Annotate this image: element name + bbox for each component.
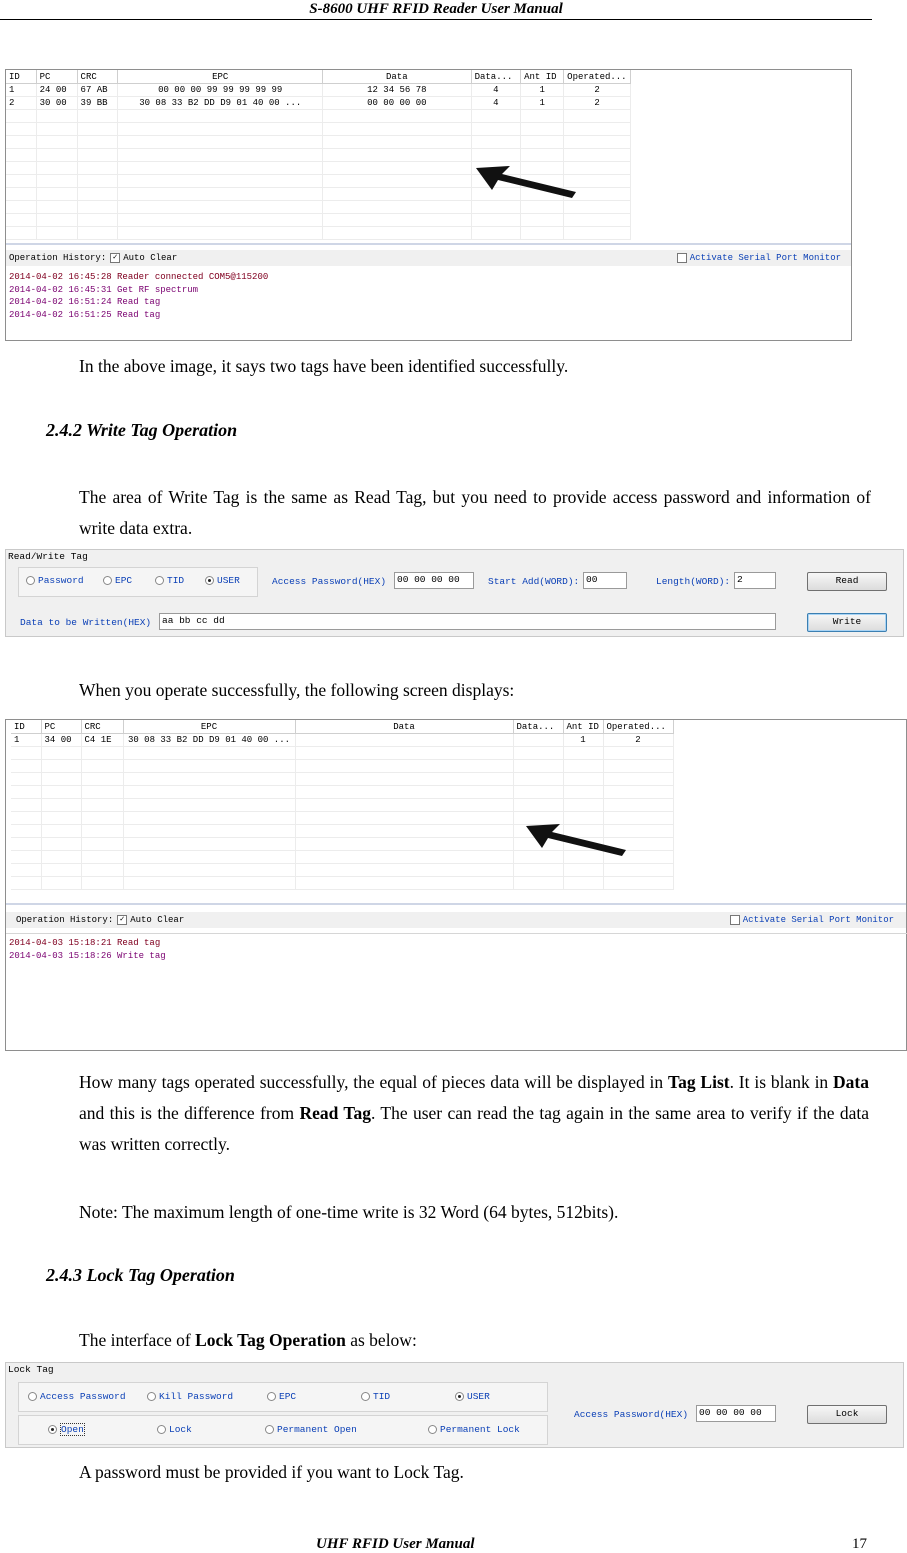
cell: C4 1E xyxy=(81,734,123,747)
operation-history-bar xyxy=(6,250,851,266)
col-id[interactable]: ID xyxy=(11,720,41,734)
bank-radio-tid[interactable]: TID xyxy=(155,575,184,586)
bank-radio-access-password[interactable]: Access Password xyxy=(28,1391,126,1402)
table-row[interactable] xyxy=(11,734,673,747)
lock-button[interactable]: Lock xyxy=(807,1405,887,1424)
bank-radio-password[interactable]: Password xyxy=(26,575,84,586)
note: Note: The maximum length of one-time write is 32 Word (64 bytes, 512bits). xyxy=(79,1202,619,1222)
cell: 00 00 00 99 99 99 99 99 xyxy=(118,84,323,97)
text: How many tags operated successfully, the equal of pieces data will be displayed in xyxy=(79,1072,669,1092)
history-line: 2014-04-02 16:51:25 Read tag xyxy=(9,309,161,320)
text: . It is blank in xyxy=(729,1072,834,1092)
text: and this is the difference from xyxy=(79,1103,300,1123)
panel-title: Lock Tag xyxy=(8,1364,54,1375)
cell: 2 xyxy=(603,734,673,747)
length-input[interactable]: 2 xyxy=(734,572,776,589)
start-address-input[interactable]: 00 xyxy=(583,572,627,589)
op-history-label: Operation History: xyxy=(9,253,107,263)
col-id[interactable]: ID xyxy=(6,70,36,84)
access-password-label: Access Password(HEX) xyxy=(574,1409,689,1420)
cell: 1 xyxy=(521,97,564,110)
arrow-icon xyxy=(526,822,636,862)
cell: 1 xyxy=(521,84,564,97)
tag-list-screenshot-2 xyxy=(5,719,907,1051)
cell: 30 08 33 B2 DD D9 01 40 00 ... xyxy=(123,734,295,747)
bold-text: Read Tag xyxy=(299,1103,371,1123)
serial-monitor-checkbox[interactable] xyxy=(730,915,740,925)
paragraph: The area of Write Tag is the same as Read Tag, but you need to provide access password and information of write data extra. xyxy=(79,487,871,538)
data-to-write-label: Data to be Written(HEX) xyxy=(20,617,152,628)
paragraph: When you operate successfully, the following screen displays: xyxy=(79,680,515,700)
serial-monitor-label: Activate Serial Port Monitor xyxy=(742,915,894,925)
col-data-count[interactable]: Data... xyxy=(471,70,521,84)
bank-radio-user[interactable]: USER xyxy=(455,1391,490,1402)
cell xyxy=(295,734,513,747)
bold-text: Lock Tag Operation xyxy=(195,1330,346,1350)
read-button[interactable]: Read xyxy=(807,572,887,591)
table-row[interactable] xyxy=(6,84,631,97)
bank-radio-kill-password[interactable]: Kill Password xyxy=(147,1391,233,1402)
history-log xyxy=(6,268,857,324)
cell: 1 xyxy=(563,734,603,747)
col-epc[interactable]: EPC xyxy=(118,70,323,84)
col-data[interactable]: Data xyxy=(323,70,472,84)
bank-radio-epc[interactable]: EPC xyxy=(103,575,132,586)
serial-monitor-label: Activate Serial Port Monitor xyxy=(689,253,841,263)
history-line: 2014-04-03 15:18:26 Write tag xyxy=(9,950,166,961)
col-crc[interactable]: CRC xyxy=(77,70,118,84)
cell: 30 08 33 B2 DD D9 01 40 00 ... xyxy=(118,97,323,110)
auto-clear-label: Auto Clear xyxy=(130,915,185,925)
action-radio-open[interactable]: Open xyxy=(48,1424,85,1435)
history-line: 2014-04-02 16:45:28 Reader connected COM5@115200 xyxy=(9,272,269,282)
header-rule xyxy=(0,19,872,20)
cell: 30 00 xyxy=(36,97,77,110)
cell: 34 00 xyxy=(41,734,81,747)
cell: 39 BB xyxy=(77,97,118,110)
col-epc[interactable]: EPC xyxy=(123,720,295,734)
write-button[interactable]: Write xyxy=(807,613,887,632)
section-heading: 2.4.3 Lock Tag Operation xyxy=(46,1265,235,1285)
col-data[interactable]: Data xyxy=(295,720,513,734)
divider xyxy=(6,903,906,905)
bold-text: Data xyxy=(833,1072,869,1092)
cell: 4 xyxy=(471,97,521,110)
bank-radio-tid[interactable]: TID xyxy=(361,1391,390,1402)
col-pc[interactable]: PC xyxy=(41,720,81,734)
col-data-count[interactable]: Data... xyxy=(513,720,563,734)
op-history-label: Operation History: xyxy=(16,915,114,925)
tag-list-table xyxy=(6,70,631,240)
history-line: 2014-04-02 16:51:24 Read tag xyxy=(9,297,161,307)
col-pc[interactable]: PC xyxy=(36,70,77,84)
cell: 4 xyxy=(471,84,521,97)
auto-clear-label: Auto Clear xyxy=(123,253,178,263)
cell: 00 00 00 00 xyxy=(323,97,472,110)
bank-radio-user[interactable]: USER xyxy=(205,575,240,586)
panel-title: Read/Write Tag xyxy=(8,551,88,562)
bank-radio-epc[interactable]: EPC xyxy=(267,1391,296,1402)
data-to-write-input[interactable]: aa bb cc dd xyxy=(159,613,776,630)
cell: 2 xyxy=(564,84,631,97)
cell: 1 xyxy=(6,84,36,97)
col-ant-id[interactable]: Ant ID xyxy=(563,720,603,734)
cell: 1 xyxy=(11,734,41,747)
start-address-label: Start Add(WORD): xyxy=(488,576,580,587)
access-password-label: Access Password(HEX) xyxy=(272,576,387,587)
text: . The user can read the tag again in the same area to verify if the data was written correctly. xyxy=(79,1103,869,1154)
lock-tag-panel xyxy=(5,1362,904,1448)
paragraph: A password must be provided if you want to Lock Tag. xyxy=(79,1462,464,1482)
cell: 2 xyxy=(6,97,36,110)
cell: 67 AB xyxy=(77,84,118,97)
auto-clear-checkbox[interactable]: ✓ xyxy=(110,253,120,263)
section-heading: 2.4.2 Write Tag Operation xyxy=(46,420,238,440)
cell: 24 00 xyxy=(36,84,77,97)
history-line: 2014-04-02 16:45:31 Get RF spectrum xyxy=(9,284,199,295)
read-write-tag-panel xyxy=(5,549,904,637)
text: The interface of xyxy=(79,1330,196,1350)
text: as below: xyxy=(345,1330,417,1350)
tag-list-table xyxy=(11,720,674,890)
col-crc[interactable]: CRC xyxy=(81,720,123,734)
cell: 2 xyxy=(564,97,631,110)
paragraph xyxy=(79,1067,869,1160)
serial-monitor-checkbox[interactable] xyxy=(677,253,687,263)
action-radio-permanent-lock[interactable]: Permanent Lock xyxy=(428,1424,520,1435)
action-radio-lock[interactable]: Lock xyxy=(157,1424,192,1435)
history-log xyxy=(6,933,907,1054)
table-header-row xyxy=(6,70,631,84)
paragraph: In the above image, it says two tags have been identified successfully. xyxy=(79,356,569,376)
operation-history-bar xyxy=(6,912,906,928)
history-line: 2014-04-03 15:18:21 Read tag xyxy=(9,938,161,948)
length-label: Length(WORD): xyxy=(656,576,731,587)
tag-list-screenshot-1 xyxy=(5,69,852,341)
bold-text: Tag List xyxy=(668,1072,730,1092)
table-row[interactable] xyxy=(6,97,631,110)
cell xyxy=(513,734,563,747)
page-number: 17 xyxy=(852,1536,867,1552)
col-operated[interactable]: Operated... xyxy=(603,720,673,734)
auto-clear-checkbox[interactable]: ✓ xyxy=(117,915,127,925)
footer-title: UHF RFID User Manual xyxy=(316,1536,475,1552)
cell: 12 34 56 78 xyxy=(323,84,472,97)
divider xyxy=(6,243,851,245)
col-ant-id[interactable]: Ant ID xyxy=(521,70,564,84)
page-header: S-8600 UHF RFID Reader User Manual xyxy=(309,1,563,17)
col-operated[interactable]: Operated... xyxy=(564,70,631,84)
table-header-row xyxy=(11,720,673,734)
arrow-icon xyxy=(476,162,586,202)
paragraph xyxy=(79,1325,417,1356)
action-radio-permanent-open[interactable]: Permanent Open xyxy=(265,1424,357,1435)
access-password-input[interactable]: 00 00 00 00 xyxy=(696,1405,776,1422)
access-password-input[interactable]: 00 00 00 00 xyxy=(394,572,474,589)
